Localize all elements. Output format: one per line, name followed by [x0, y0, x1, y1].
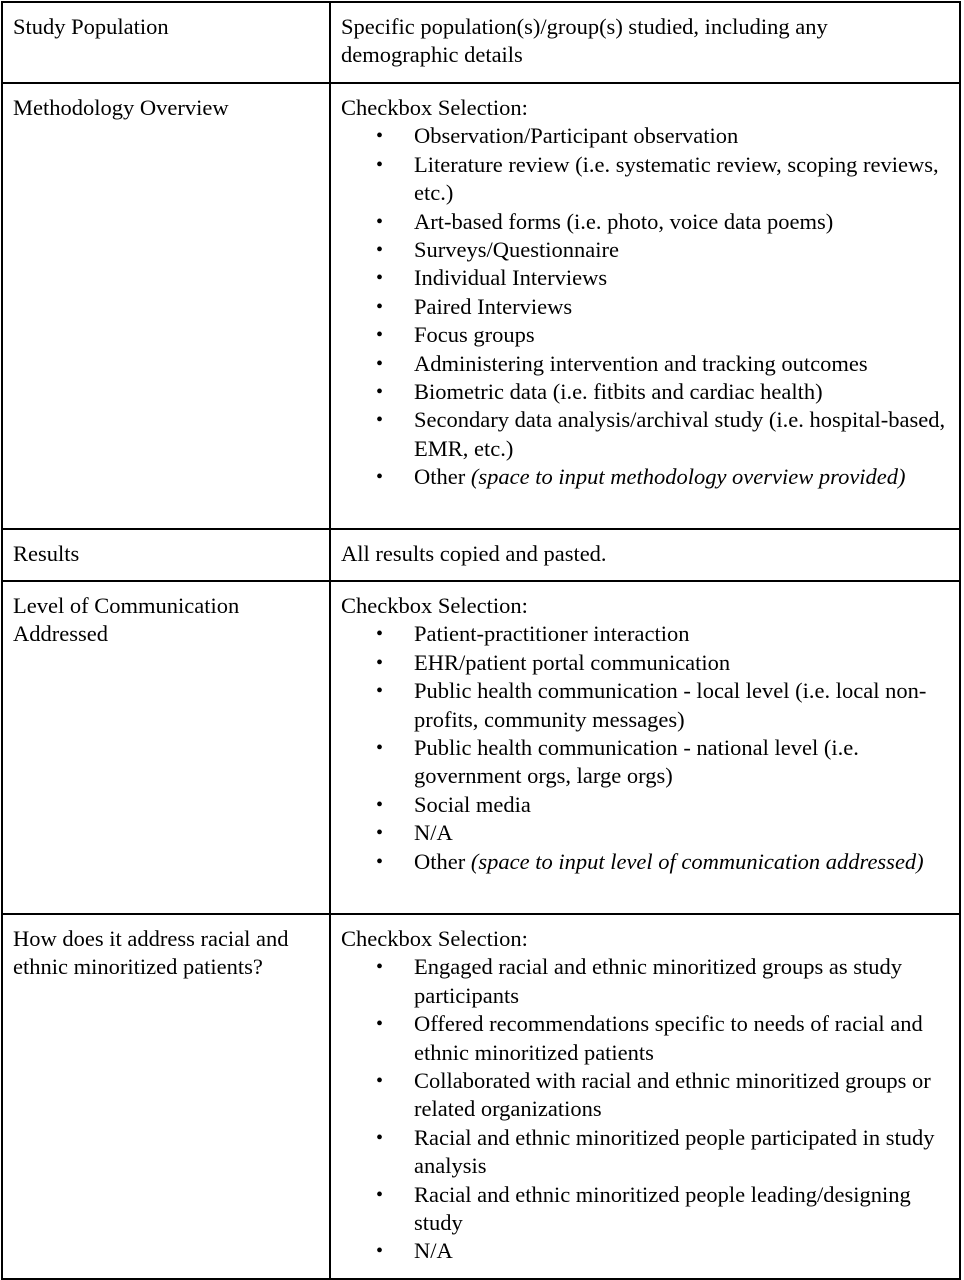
table-row [2, 2, 960, 83]
list-item: • Biometric data (i.e. fitbits and cardiac health) [414, 378, 949, 406]
list-item: • Literature review (i.e. systematic review, scoping reviews, etc.) [414, 151, 949, 208]
option-list [341, 620, 949, 876]
list-item: • Administering intervention and tracking outcomes [414, 350, 949, 378]
list-item: • Surveys/Questionnaire [414, 236, 949, 264]
row-content: Specific population(s)/group(s) studied, including any demographic details [330, 2, 960, 83]
list-item: • EHR/patient portal communication [414, 649, 949, 677]
row-content [330, 83, 960, 529]
list-item-other [414, 463, 949, 491]
list-item: • Public health communication - national level (i.e. government orgs, large orgs) [414, 734, 949, 791]
other-label: Other [414, 848, 466, 874]
table-row [2, 529, 960, 581]
table-row [2, 914, 960, 1279]
list-item: • N/A [414, 819, 949, 847]
list-item: • Racial and ethnic minoritized people leading/designing study [414, 1181, 949, 1238]
option-list [341, 953, 949, 1265]
list-item: • Public health communication - local level (i.e. local non-profits, community messages) [414, 677, 949, 734]
checkbox-selection-intro: Checkbox Selection: [341, 95, 528, 120]
row-label: Methodology Overview [2, 83, 330, 529]
table-row [2, 581, 960, 914]
extraction-table [1, 1, 961, 1280]
other-note: (space to input level of communication addressed) [470, 848, 924, 874]
row-label: Level of Communication Addressed [2, 581, 330, 914]
list-item: • Focus groups [414, 321, 949, 349]
list-item: • Individual Interviews [414, 264, 949, 292]
table-row [2, 83, 960, 529]
row-label: Results [2, 529, 330, 581]
list-item: • Secondary data analysis/archival study (i.e. hospital-based, EMR, etc.) [414, 406, 949, 463]
list-item: • Art-based forms (i.e. photo, voice data poems) [414, 208, 949, 236]
row-content [330, 914, 960, 1279]
list-item: • Racial and ethnic minoritized people participated in study analysis [414, 1124, 949, 1181]
row-label: How does it address racial and ethnic minoritized patients? [2, 914, 330, 1279]
row-label: Study Population [2, 2, 330, 83]
list-item: • Observation/Participant observation [414, 122, 949, 150]
list-item: • Paired Interviews [414, 293, 949, 321]
list-item: • Engaged racial and ethnic minoritized groups as study participants [414, 953, 949, 1010]
row-content [330, 581, 960, 914]
list-item-other [414, 848, 949, 876]
list-item: • Social media [414, 791, 949, 819]
other-note: (space to input methodology overview provided) [470, 464, 906, 490]
list-item: • Offered recommendations specific to needs of racial and ethnic minoritized patients [414, 1010, 949, 1067]
other-label: Other [414, 464, 466, 490]
list-item: • Patient-practitioner interaction [414, 620, 949, 648]
option-list [341, 122, 949, 491]
checkbox-selection-intro: Checkbox Selection: [341, 926, 528, 951]
list-item: • Collaborated with racial and ethnic minoritized groups or related organizations [414, 1067, 949, 1124]
checkbox-selection-intro: Checkbox Selection: [341, 593, 528, 618]
list-item: • N/A [414, 1237, 949, 1265]
row-content: All results copied and pasted. [330, 529, 960, 581]
